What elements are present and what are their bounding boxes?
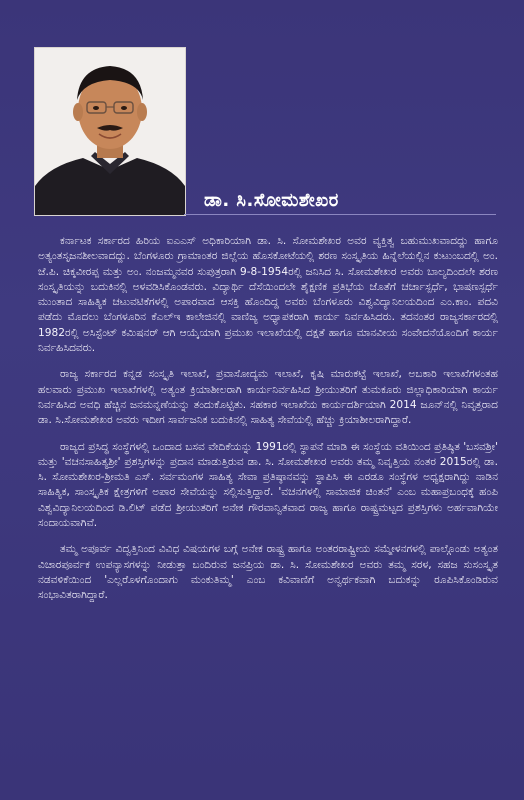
biography [38,234,498,615]
bio-paragraph-1: ಕರ್ನಾಟಕ ಸರ್ಕಾರದ ಹಿರಿಯ ಐಎಎಸ್ ಅಧಿಕಾರಿಯಾಗಿ ಡಾ. ಸಿ. ಸೋಮಶೇಖರ ಅವರ ವ್ಯಕ್ತಿತ್ವ ಬಹುಮುಖವಾದದ್ದು ಹಾಗೂ ಅತ್ಯಂತಸೃಜನಶೀಲವಾದದ್ದು. ಬೆಂಗಳೂರು ಗ್ರಾಮಾಂತರ ಜಿಲ್ಲೆಯ ಹೊಸಕೋಟೆಯಲ್ಲಿ ಶರಣ ಸಂಸ್ಕೃತಿಯ ಹಿನ್ನೆಲೆಯಲ್ಲಿನ ಕುಟುಂಬದಲ್ಲಿ ಅಂ. ಜೆ.ಪಿ. ಚಿಕ್ಕವೀರಪ್ಪ ಮತ್ತು ಅಂ. ನಂಜಮ್ಮನವರ ಸುಪುತ್ರರಾಗಿ 9-8-1954ರಲ್ಲಿ ಜನಿಸಿದ ಸಿ. ಸೋಮಶೇಖರ ಅವರು ಬಾಲ್ಯದಿಂದಲೇ ಶರಣ ಸಂಸ್ಕೃತಿಯನ್ನು ಬದುಕಿನಲ್ಲಿ ಅಳವಡಿಸಿಕೊಂಡವರು. ವಿದ್ಯಾರ್ಥಿ ದೆಸೆಯಿಂದಲೇ ಶೈಕ್ಷಣಿಕ ಪ್ರತಿಭೆಯ ಜೊತೆಗೆ ಚರ್ಚಾಸ್ಪರ್ಧೆ, ಭಾಷಣಸ್ಪರ್ಧೆ ಮುಂತಾದ ಸಾಹಿತ್ಯಿಕ ಚಟುವಟಿಕೆಗಳಲ್ಲಿ ಅಪಾರವಾದ ಆಸಕ್ತಿ ಹೊಂದಿದ್ದ ಅವರು ಬೆಂಗಳೂರು ವಿಶ್ವವಿದ್ಯಾನಿಲಯದಿಂದ ಎಂ.ಕಾಂ. ಪದವಿ ಪಡೆದು ಮೊದಲು ಬೆಂಗಳೂರಿನ ಕೆಎಲ್‌ಇ ಕಾಲೇಜಿನಲ್ಲಿ ವಾಣಿಜ್ಯ ಅಧ್ಯಾಪಕರಾಗಿ ಕಾರ್ಯ ನಿರ್ವಹಿಸಿದರು. ತದನಂತರ ರಾಜ್ಯಸರ್ಕಾರದಲ್ಲಿ 1982ರಲ್ಲಿ ಅಸಿಸ್ಟೆಂಟ್ ಕಮಿಷನರ್ ಆಗಿ ಆಯ್ಕೆಯಾಗಿ ಪ್ರಮುಖ ಇಲಾಖೆಯಲ್ಲಿ ದಕ್ಷತೆ ಹಾಗೂ ಮಾನವೀಯ ಸಂವೇದನೆಯೊಂದಿಗೆ ಕಾರ್ಯ ನಿರ್ವಹಿಸಿದವರು. [38,235,498,355]
bio-paragraph-3: ರಾಜ್ಯದ ಪ್ರಸಿದ್ಧ ಸಂಸ್ಥೆಗಳಲ್ಲಿ ಒಂದಾದ ಬಸವ ವೇದಿಕೆಯನ್ನು 1991ರಲ್ಲಿ ಸ್ಥಾಪನೆ ಮಾಡಿ ಈ ಸಂಸ್ಥೆಯ ವತಿಯಿಂದ ಪ್ರತಿಷ್ಠಿತ 'ಬಸವಶ್ರೀ' ಮತ್ತು 'ವಚನಸಾಹಿತ್ಯಶ್ರೀ' ಪ್ರಶಸ್ತಿಗಳನ್ನು ಪ್ರದಾನ ಮಾಡುತ್ತಿರುವ ಡಾ. ಸಿ. ಸೋಮಶೇಖರ ಅವರು ತಮ್ಮ ನಿವೃತ್ತಿಯ ನಂತರ 2015ರಲ್ಲಿ ಡಾ. ಸಿ. ಸೋಮಶೇಖರ-ಶ್ರೀಮತಿ ಎಸ್. ಸರ್ವಮಂಗಳ ಸಾಹಿತ್ಯ ಸೇವಾ ಪ್ರತಿಷ್ಠಾನವನ್ನು ಸ್ಥಾಪಿಸಿ ಈ ಎರಡೂ ಸಂಸ್ಥೆಗಳ ಅಧ್ಯಕ್ಷರಾಗಿದ್ದು ನಾಡಿನ ಸಾಹಿತ್ಯಿಕ, ಸಾಂಸ್ಕೃತಿಕ ಕ್ಷೇತ್ರಗಳಿಗೆ ಅಪಾರ ಸೇವೆಯನ್ನು ಸಲ್ಲಿಸುತ್ತಿದ್ದಾರೆ. 'ವಚನಗಳಲ್ಲಿ ಸಾಮಾಜಿಕ ಚಿಂತನೆ' ಎಂಬ ಮಹಾಪ್ರಬಂಧಕ್ಕೆ ಹಂಪಿ ವಿಶ್ವವಿದ್ಯಾನಿಲಯದಿಂದ ಡಿ.ಲಿಟ್ ಪಡೆದ ಶ್ರೀಯುತರಿಗೆ ಅನೇಕ ಗೌರವಾನ್ವಿತವಾದ ರಾಜ್ಯ ಹಾಗೂ ರಾಷ್ಟ್ರಮಟ್ಟದ ಪ್ರಶಸ್ತಿಗಳು ಅರ್ಹವಾಗಿಯೇ ಸಂದಾಯವಾಗಿವೆ. [38,440,498,530]
title-divider [184,214,496,215]
author-portrait [34,47,186,216]
bio-paragraph-2: ರಾಜ್ಯ ಸರ್ಕಾರದ ಕನ್ನಡ ಸಂಸ್ಕೃತಿ ಇಲಾಖೆ, ಪ್ರವಾಸೋದ್ಯಮ ಇಲಾಖೆ, ಕೃಷಿ ಮಾರುಕಟ್ಟೆ ಇಲಾಖೆ, ಅಬಕಾರಿ ಇಲಾಖೆಗಳಂತಹ ಹಲವಾರು ಪ್ರಮುಖ ಇಲಾಖೆಗಳಲ್ಲಿ ಅತ್ಯಂತ ಕ್ರಿಯಾಶೀಲರಾಗಿ ಕಾರ್ಯನಿರ್ವಹಿಸಿದ ಶ್ರೀಯುತರಿಗೆ ತುಮಕೂರು ಜಿಲ್ಲಾಧಿಕಾರಿಯಾಗಿ ಕಾರ್ಯ ನಿರ್ವಹಿಸಿದ ಅವಧಿ ಹೆಚ್ಚಿನ ಜನಮನ್ನಣೆಯನ್ನು ತಂದುಕೊಟ್ಟಿತು. ಸಹಕಾರ ಇಲಾಖೆಯ ಕಾರ್ಯದರ್ಶಿಯಾಗಿ 2014 ಜೂನ್‌ನಲ್ಲಿ ನಿವೃತ್ತರಾದ ಡಾ. ಸಿ.ಸೋಮಶೇಖರ ಅವರು ಇದೀಗ ಸಾರ್ವಜನಿಕ ಬದುಕಿನಲ್ಲಿ ಸಾಹಿತ್ಯ ಸೇವೆಯಲ್ಲಿ ಹೆಚ್ಚು ಕ್ರಿಯಾಶೀಲರಾಗಿದ್ದಾರೆ. [38,368,498,427]
portrait-illustration [35,48,185,215]
title-row [184,190,496,216]
bio-paragraph-4: ತಮ್ಮ ಅಪೂರ್ವ ವಿದ್ವತ್ತಿನಿಂದ ವಿವಿಧ ವಿಷಯಗಳ ಬಗ್ಗೆ ಅನೇಕ ರಾಷ್ಟ್ರ ಹಾಗೂ ಅಂತರರಾಷ್ಟ್ರೀಯ ಸಮ್ಮೇಳನಗಳಲ್ಲಿ ಪಾಲ್ಗೊಂಡು ಅತ್ಯಂತ ವಿಚಾರಪೂರ್ವಕ ಉಪನ್ಯಾಸಗಳನ್ನು ನೀಡುತ್ತಾ ಬಂದಿರುವ ಜನಪ್ರಿಯ ಡಾ. ಸಿ. ಸೋಮಶೇಖರ ಅವರು ತಮ್ಮ ಸರಳ, ಸಹಜ ಸುಸಂಸ್ಕೃತ ನಡವಳಿಕೆಯಿಂದ 'ಎಲ್ಲರೊಳಗೊಂದಾಗು ಮಂಕುತಿಮ್ಮ' ಎಂಬ ಕವಿವಾಣಿಗೆ ಅನ್ವರ್ಥಕವಾಗಿ ಬದುಕನ್ನು ರೂಪಿಸಿಕೊಂಡಿರುವ ಸಂಭಾವಿತರಾಗಿದ್ದಾರೆ. [38,543,498,602]
author-name-title: ಡಾ. ಸಿ.ಸೋಮಶೇಖರ [204,190,339,211]
